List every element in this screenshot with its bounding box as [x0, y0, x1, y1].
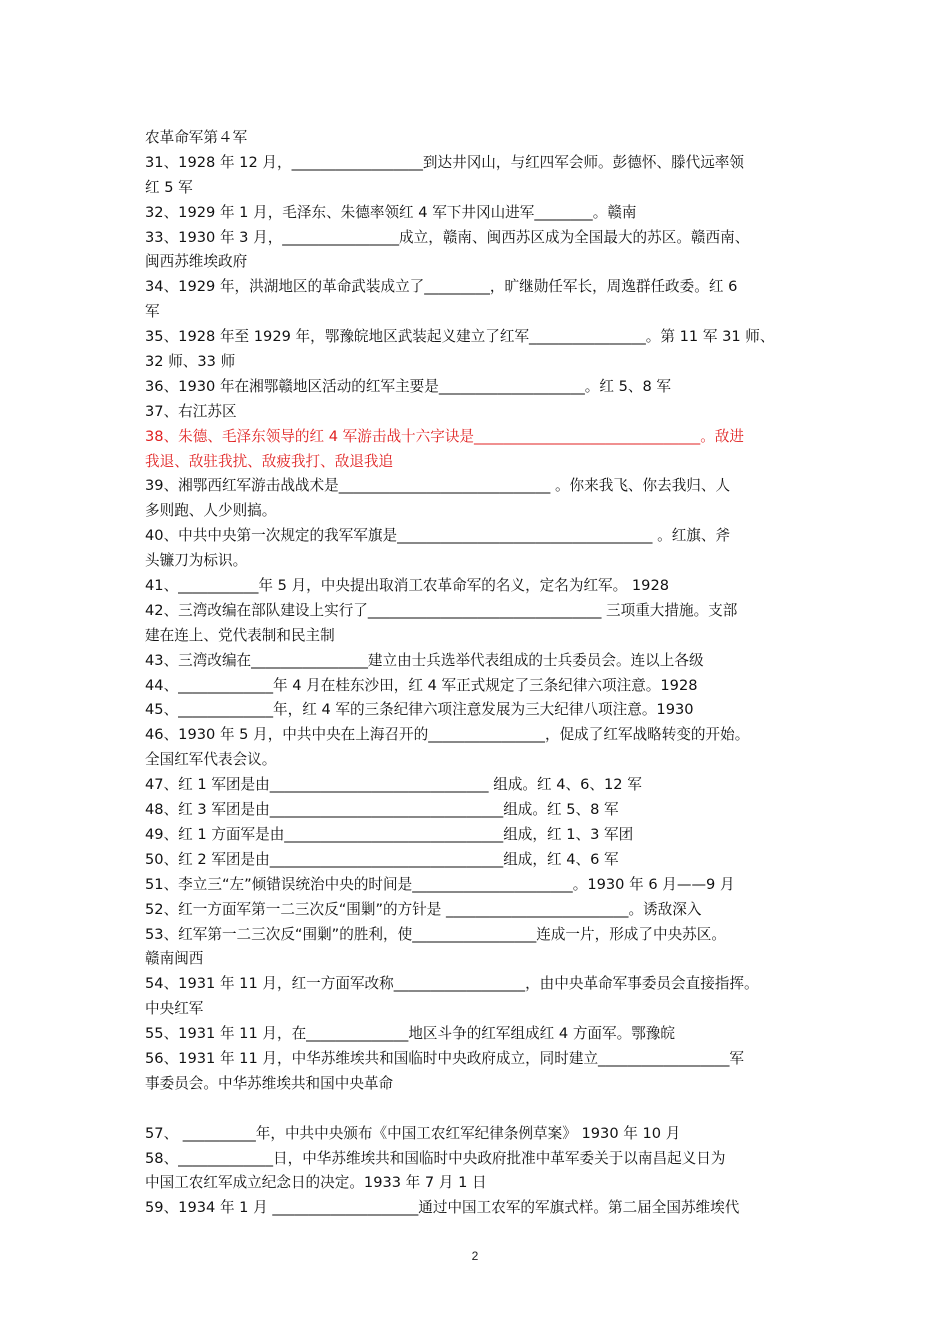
question-line: 33、1930 年 3 月，________________成立，赣南、闽西苏区成为全国最大的苏区。赣西南、 — [145, 228, 750, 246]
question-line: 58、_____________日，中华苏维埃共和国临时中央政府批准中革军委关于以南昌起义日为 — [145, 1149, 726, 1167]
question-line: 50、红 2 军团是由________________________________组成，红 4、6 军 — [145, 850, 619, 868]
question-line: 34、1929 年，洪湖地区的革命武装成立了_________，旷继勋任军长，周逸群任政委。红 6 — [145, 278, 738, 296]
question-line: 多则跑、人少则搞。 — [145, 502, 277, 520]
question-line: 53、红军第一二三次反“围剿”的胜利，使_________________连成一片，形成了中央苏区。 — [145, 925, 726, 943]
question-line: 赣南闽西 — [145, 950, 204, 968]
question-line: 38、朱德、毛泽东领导的红 4 军游击战十六字诀是_______________________________。敌进 — [145, 427, 744, 445]
question-line: 48、红 3 军团是由________________________________组成。红 5、8 军 — [145, 801, 619, 819]
question-line: 我退、敌驻我扰、敌疲我打、敌退我追 — [145, 452, 394, 470]
question-line: 全国红军代表会议。 — [145, 751, 277, 769]
question-line: 43、三湾改编在________________建立由士兵选举代表组成的士兵委员会。连以上各级 — [145, 651, 704, 669]
question-line: 建在连上、党代表制和民主制 — [145, 626, 335, 644]
question-line: 军 — [145, 303, 160, 321]
question-line: 42、三湾改编在部队建设上实行了________________________________ 三项重大措施。支部 — [145, 601, 738, 619]
question-line: 56、1931 年 11 月，中华苏维埃共和国临时中央政府成立，同时建立__________________军 — [145, 1049, 744, 1067]
question-line: 36、1930 年在湘鄂赣地区活动的红军主要是____________________。红 5、8 军 — [145, 377, 672, 395]
question-line: 51、李立三“左”倾错误统治中央的时间是______________________。1930 年 6 月——9 月 — [145, 875, 735, 893]
question-line: 32、1929 年 1 月，毛泽东、朱德率领红 4 军下井冈山进军________。赣南 — [145, 203, 637, 221]
document-body — [145, 126, 817, 1221]
question-line: 31、1928 年 12 月，__________________到达井冈山，与红四军会师。彭德怀、滕代远率领 — [145, 153, 744, 171]
question-line: 49、红 1 方面军是由______________________________组成，红 1、3 军团 — [145, 825, 634, 843]
question-line: 事委员会。中华苏维埃共和国中央革命 — [145, 1074, 394, 1092]
question-line: 农革命军第４军 — [145, 129, 248, 146]
question-line: 54、1931 年 11 月，红一方面军改称__________________，由中央革命军事委员会直接指挥。 — [145, 975, 759, 993]
question-line: 57、 __________年，中共中央颁布《中国工农红军纪律条例草案》 1930 年 10 月 — [145, 1124, 681, 1142]
question-line: 45、_____________年，红 4 军的三条纪律六项注意发展为三大纪律八项注意。1930 — [145, 701, 694, 719]
question-line: 37、右江苏区 — [145, 402, 237, 420]
question-line: 55、1931 年 11 月，在______________地区斗争的红军组成红 4 方面军。鄂豫皖 — [145, 1025, 675, 1043]
question-line: 红 5 军 — [145, 178, 193, 196]
question-line: 39、湘鄂西红军游击战战术是_____________________________ 。你来我飞、你去我归、人 — [145, 477, 731, 495]
question-line: 44、_____________年 4 月在桂东沙田，红 4 军正式规定了三条纪律六项注意。1928 — [145, 676, 698, 694]
question-line: 32 师、33 师 — [145, 353, 236, 371]
page-number: 2 — [471, 1249, 479, 1263]
question-line: 59、1934 年 1 月 ____________________通过中国工农军的军旗式样。第二届全国苏维埃代 — [145, 1199, 740, 1217]
question-line: 35、1928 年至 1929 年，鄂豫皖地区武装起义建立了红军________________。第 11 军 31 师、 — [145, 328, 775, 346]
question-line: 闽西苏维埃政府 — [145, 253, 248, 271]
question-line: 41、___________年 5 月，中央提出取消工农革命军的名义，定名为红军。 1928 — [145, 577, 670, 595]
question-line: 40、中共中央第一次规定的我军军旗是___________________________________ 。红旗、斧 — [145, 527, 731, 545]
question-line: 52、红一方面军第一二三次反“围剿”的方针是 _________________________。诱敌深入 — [145, 900, 702, 918]
question-line: 中央红军 — [145, 1000, 204, 1018]
blank-line — [145, 1097, 817, 1122]
question-line: 头镰刀为标识。 — [145, 552, 248, 570]
question-line: 46、1930 年 5 月，中共中央在上海召开的________________，促成了红军战略转变的开始。 — [145, 726, 750, 744]
question-line: 中国工农红军成立纪念日的决定。1933 年 7 月 1 日 — [145, 1174, 487, 1192]
question-line: 47、红 1 军团是由______________________________ 组成。红 4、6、12 军 — [145, 776, 642, 794]
